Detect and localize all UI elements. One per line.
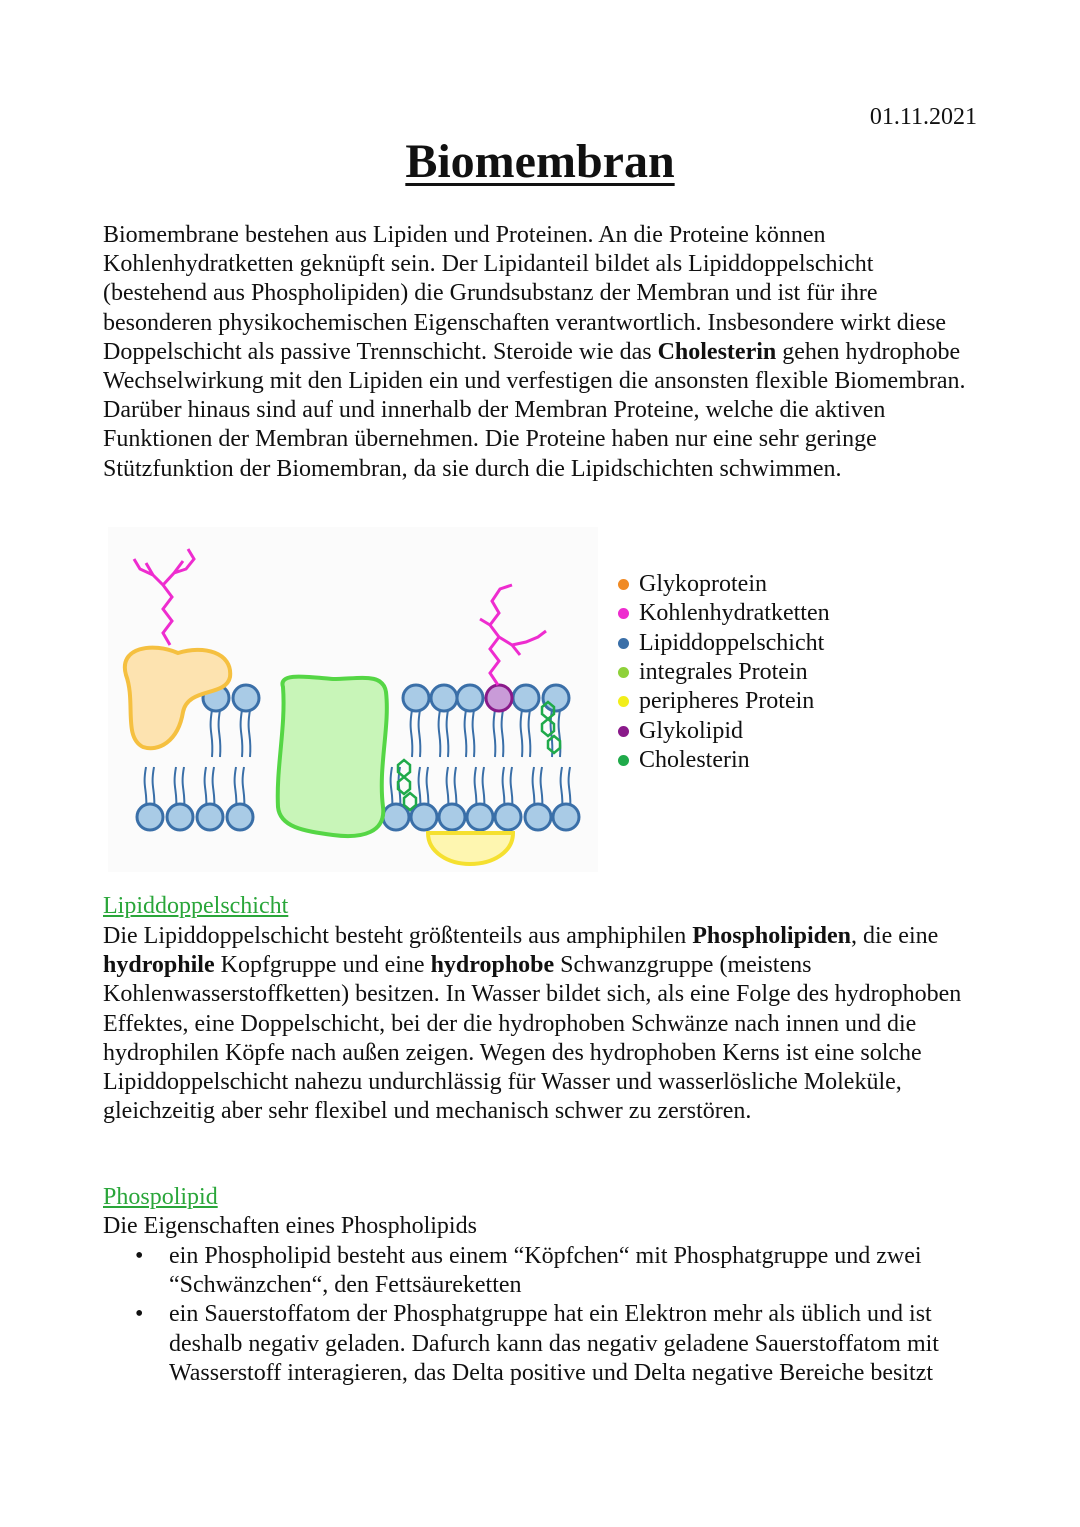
list-item (103, 1242, 993, 1300)
phospholipid-bullet-list (103, 1242, 993, 1388)
bold-term: Phospholipiden (692, 923, 851, 949)
document-date: 01.11.2021 (869, 104, 977, 130)
intro-paragraph (103, 221, 983, 484)
phospholipid-head (467, 804, 493, 830)
bullet-text: ein Sauerstoffatom der Phosphatgruppe hat ein Elektron mehr als üblich und ist deshalb negativ geladen. Dafurch kann das negativ geladene Sauerstoffatom mit Wasserstoff interagieren, das Delta positive und Delta negative Bereiche besitzt (169, 1301, 939, 1386)
legend-swatch (618, 667, 629, 678)
legend-item (618, 746, 830, 775)
legend-item (618, 599, 830, 628)
phospholipid-head (457, 685, 483, 711)
lipid-text: Die Lipiddoppelschicht besteht größtenteils aus amphiphilen (103, 923, 693, 949)
bullet-icon: • (135, 1243, 144, 1269)
intro-text-1: Biomembrane bestehen aus Lipiden und Proteinen. An die Proteine können Kohlenhydratketten geknüpft sein. Der Lipidanteil bildet als Lipiddoppelschicht (bestehend aus Phospholipiden) die Grundsubstanz der Membran und ist für ihre besonderen physikochemischen Eigenschaften verantwortlich. Insbesondere wirkt diese Doppelschicht als passive Trennschicht. Steroide wie das (103, 222, 947, 365)
legend-item (618, 570, 830, 599)
diagram-legend (618, 570, 830, 775)
phospholipid-head (137, 804, 163, 830)
phospholipid-head (525, 804, 551, 830)
phospholipid-intro: Die Eigenschaften eines Phospholipids (103, 1213, 477, 1239)
phospholipid-head (197, 804, 223, 830)
legend-swatch (618, 579, 629, 590)
list-item (103, 1300, 993, 1388)
bold-term: hydrophile (103, 952, 215, 979)
phospholipid-head (227, 804, 253, 830)
glycolipid-head (486, 685, 512, 711)
legend-swatch (618, 638, 629, 649)
page-title: Biomembran (405, 135, 675, 188)
bullet-text: ein Phospholipid besteht aus einem “Köpfchen“ mit Phosphatgruppe und zwei “Schwänzchen“, den Fettsäureketten (169, 1243, 922, 1299)
legend-item (618, 716, 830, 745)
legend-label: Glykolipid (639, 717, 744, 744)
legend-label: peripheres Protein (639, 688, 815, 715)
section-heading-phospolipid: Phospolipid (103, 1184, 218, 1210)
legend-item (618, 629, 830, 658)
legend-label: Glykoprotein (639, 571, 767, 598)
phospholipid-head (167, 804, 193, 830)
legend-swatch (618, 726, 629, 737)
phospholipid-head (439, 804, 465, 830)
lipid-text: Kopfgruppe und eine (214, 952, 431, 979)
bullet-icon: • (135, 1301, 144, 1328)
lipid-text: Schwanzgruppe (meistens Kohlenwasserstoffketten) besitzen. In Wasser bildet sich, als eine Folge des hydrophoben Effektes, eine Doppelschicht, bei der die hydrophoben Schwänze nach innen und die hydrophilen Köpfe nach außen zeigen. Wegen des hydrophoben Kerns ist eine solche Lipiddoppelschicht nahezu undurchlässig für Wasser und wasserlösliche Moleküle, gleichzeitig aber sehr flexibel und mechanisch schwer zu zerstören. (103, 952, 962, 1125)
phospholipid-head (233, 685, 259, 711)
integral-protein-shape (278, 677, 387, 836)
legend-item (618, 658, 830, 687)
phospholipid-head (553, 804, 579, 830)
legend-swatch (618, 608, 629, 619)
phospholipid-head (495, 804, 521, 830)
lipid-paragraph (103, 922, 983, 1126)
phospholipid-head (403, 685, 429, 711)
phospholipid-head (431, 685, 457, 711)
legend-label: Cholesterin (639, 746, 750, 773)
phospholipid-head (411, 804, 437, 830)
intro-text-2: gehen hydrophobe Wechselwirkung mit den Lipiden ein und verfestigen die ansonsten flexible Biomembran. Darüber hinaus sind auf und innerhalb der Membran Proteine, welche die aktiven Funktionen der Membran übernehmen. Die Proteine haben nur eine sehr geringe Stützfunktion der Biomembran, da sie durch die Lipidschichten schwimmen. (103, 338, 966, 482)
section-heading-lipiddoppelschicht: Lipiddoppelschicht (103, 893, 289, 919)
phospholipid-head (513, 685, 539, 711)
phospholipid-head (383, 804, 409, 830)
membrane-diagram (108, 527, 598, 872)
legend-swatch (618, 696, 629, 707)
legend-label: Kohlenhydratketten (639, 600, 830, 627)
legend-label: integrales Protein (639, 659, 808, 686)
phospholipid-head (543, 685, 569, 711)
lipid-text: , die eine (850, 923, 939, 949)
bold-term: hydrophobe (430, 952, 555, 979)
intro-bold-cholesterin: Cholesterin (657, 338, 777, 365)
legend-label: Lipiddoppelschicht (639, 629, 825, 656)
legend-item (618, 687, 830, 716)
legend-swatch (618, 755, 629, 766)
